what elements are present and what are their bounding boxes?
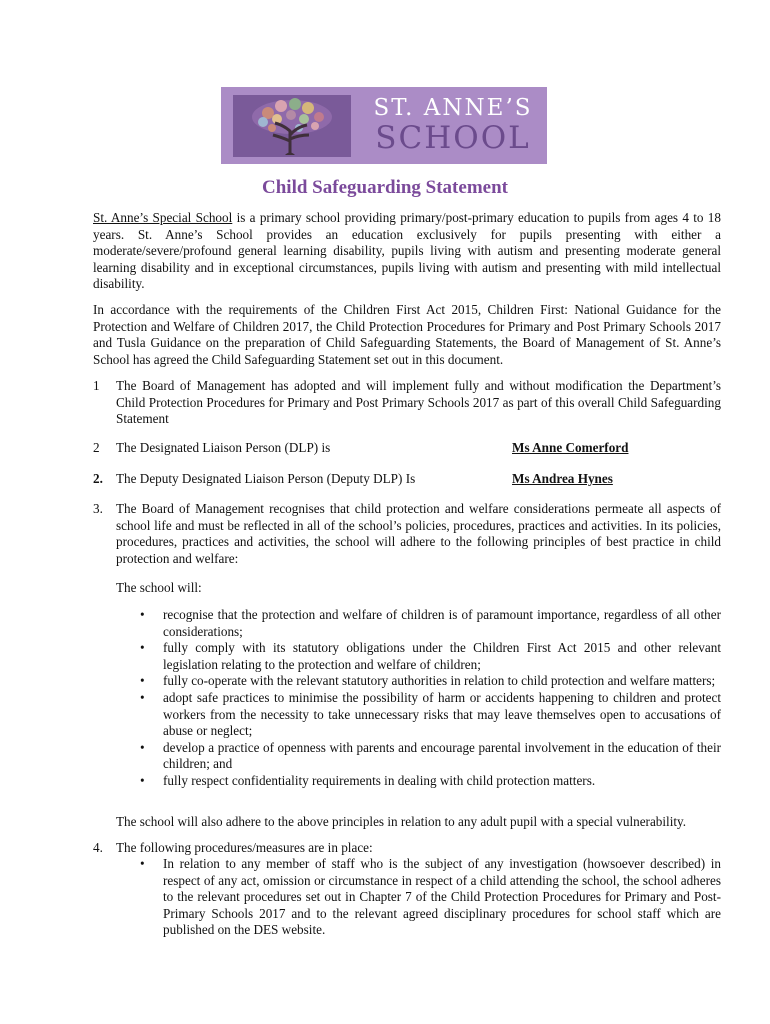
principles-list bbox=[116, 607, 721, 790]
list-item: • fully comply with its statutory obligations under the Children First Act 2015 and other relevant legislation relating to the protection and welfare of children; bbox=[140, 640, 721, 672]
item-3-text: The Board of Management recognises that child protection and welfare considerations permeate all aspects of school life and must be reflected in all of the school’s policies, procedures, practices and activities. In its policies, procedures, practices and activities, the school will adhere to the following principles of best practice in child protection and welfare: bbox=[116, 501, 721, 566]
list-item: • adopt safe practices to minimise the possibility of harm or accidents happening to children and protect workers from the necessity to take unnecessary risks that may leave themselves open to accusations of abuse or neglect; bbox=[140, 689, 721, 739]
school-will-lead: The school will: bbox=[116, 580, 202, 595]
item-3-number: 3. bbox=[93, 501, 103, 516]
intro-paragraph bbox=[93, 210, 721, 293]
deputy-dlp-label: The Deputy Designated Liaison Person (Deputy DLP) Is bbox=[116, 471, 416, 486]
bullet-icon: • bbox=[140, 689, 145, 705]
bullet-icon: • bbox=[140, 640, 145, 656]
dlp-name: Ms Anne Comerford bbox=[512, 440, 629, 455]
list-item: • In relation to any member of staff who is the subject of any investigation (howsoever described) in respect of any act, omission or circumstance in respect of a child attending the school, the school adheres to the relevant procedures set out in Chapter 7 of the Child Protection Procedures for Primary and Post-Primary Schools 2017 and to the relevant agreed disciplinary procedures for school staff which are published on the DES website. bbox=[140, 856, 721, 938]
list-item: • develop a practice of openness with parents and encourage parental involvement in the education of their children; and bbox=[140, 739, 721, 772]
item-2-number: 2 bbox=[93, 440, 100, 455]
bullet-icon: • bbox=[140, 856, 145, 871]
school-logo bbox=[221, 87, 547, 164]
bullet-icon: • bbox=[140, 772, 145, 788]
bullet-icon: • bbox=[140, 739, 145, 755]
item-4-text: The following procedures/measures are in place: bbox=[116, 840, 373, 855]
bullet-icon: • bbox=[140, 607, 145, 622]
adult-pupil-statement: The school will also adhere to the above principles in relation to any adult pupil with a special vulnerability. bbox=[116, 814, 687, 829]
item-1-number: 1 bbox=[93, 378, 100, 393]
intro-text: is a primary school providing primary/post-primary education to pupils from ages 4 to 18 years. St. Anne’s School provides an education exclusively for pupils presenting with either a moderate/severe/profound general learning disability, pupils living with autism and presenting moderate general learning disability and in exceptional circumstances, pupils living with autism and presenting with mild intellectual disability. bbox=[93, 210, 721, 292]
item-1-text: The Board of Management has adopted and will implement fully and without modification the Department’s Child Protection Procedures for Primary and Post Primary Schools 2017 as part of this overall Child Safeguarding Statement bbox=[116, 378, 721, 427]
dlp-label: The Designated Liaison Person (DLP) is bbox=[116, 440, 331, 455]
list-item: • fully co-operate with the relevant statutory authorities in relation to child protection and welfare matters; bbox=[140, 673, 716, 689]
item-2b-number: 2. bbox=[93, 471, 103, 486]
deputy-dlp-name: Ms Andrea Hynes bbox=[512, 471, 613, 486]
tree-logo-icon bbox=[233, 95, 351, 157]
procedures-list bbox=[116, 856, 721, 939]
logo-text-st-annes: ST. ANNE’S bbox=[373, 95, 533, 121]
bullet-icon: • bbox=[140, 673, 145, 689]
list-item: • recognise that the protection and welfare of children is of paramount importance, regardless of all other considerations; bbox=[140, 607, 721, 639]
accordance-paragraph: In accordance with the requirements of the Children First Act 2015, Children First: National Guidance for the Protection and Welfare of Children 2017, the Child Protection Procedures for Primary and Post Primary Schools 2017 and Tusla Guidance on the preparation of Child Safeguarding Statements, the Board of Management of St. Anne’s School has agreed the Child Safeguarding Statement set out in this document. bbox=[93, 302, 721, 367]
school-name: St. Anne’s Special School bbox=[93, 210, 233, 225]
logo-text-school: SCHOOL bbox=[375, 120, 531, 156]
item-4-number: 4. bbox=[93, 840, 103, 855]
page-title: Child Safeguarding Statement bbox=[262, 177, 508, 198]
list-item: • fully respect confidentiality requirements in dealing with child protection matters. bbox=[140, 772, 596, 788]
